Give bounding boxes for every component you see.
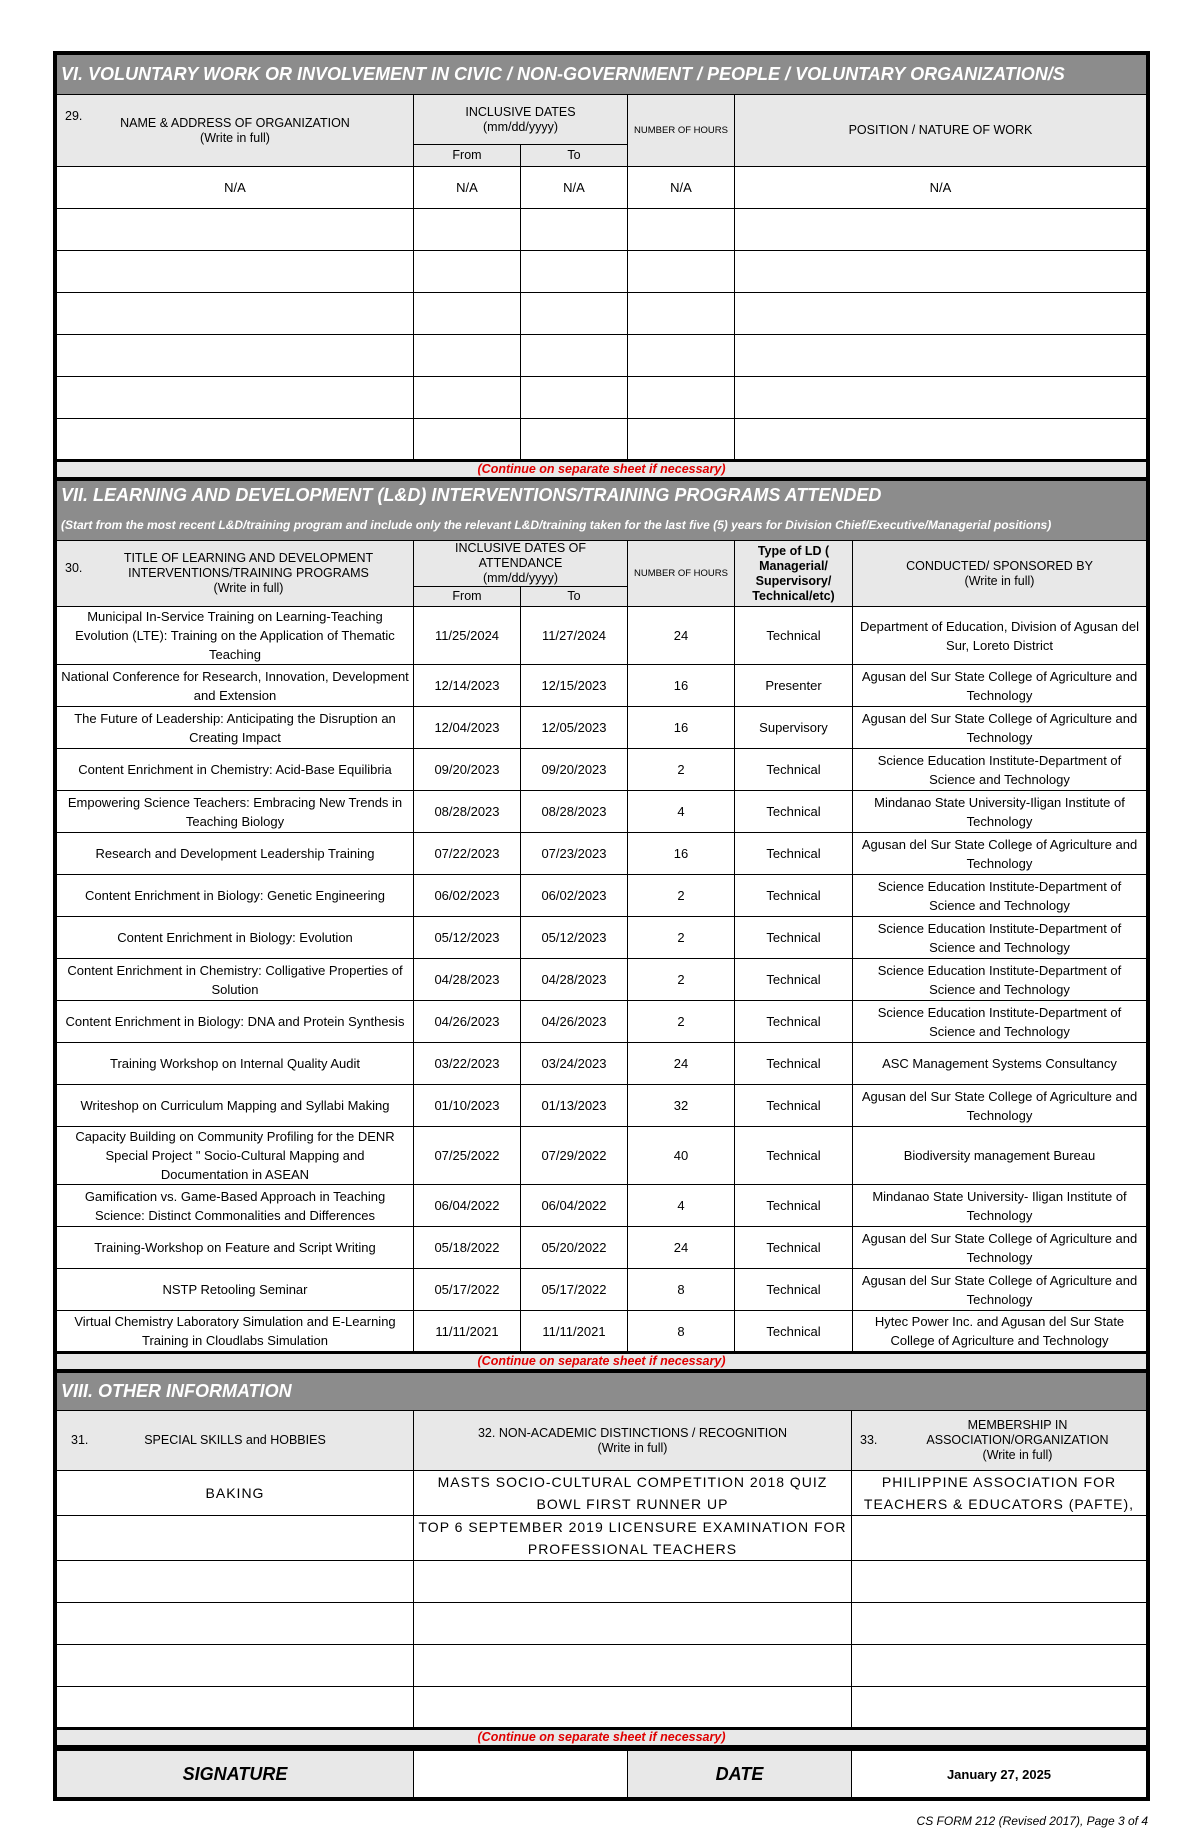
- conducted-by-cell[interactable]: Science Education Institute-Department of Science and Technology: [853, 917, 1147, 959]
- membership-cell[interactable]: [852, 1516, 1147, 1561]
- to-cell[interactable]: 01/13/2023: [521, 1085, 628, 1127]
- ld-type-cell[interactable]: Supervisory: [735, 707, 853, 749]
- ld-type-cell[interactable]: Technical: [735, 959, 853, 1001]
- ld-type-cell[interactable]: Technical: [735, 1001, 853, 1043]
- hours-cell[interactable]: 4: [628, 791, 735, 833]
- hours-cell[interactable]: [628, 251, 735, 293]
- table-row: [57, 707, 1147, 749]
- conducted-by-cell[interactable]: Agusan del Sur State College of Agriculture and Technology: [853, 1227, 1147, 1269]
- position-cell[interactable]: [735, 419, 1147, 461]
- from-cell[interactable]: 12/14/2023: [414, 665, 521, 707]
- ld-title-cell[interactable]: Training Workshop on Internal Quality Audit: [57, 1043, 414, 1085]
- hours-cell[interactable]: [628, 419, 735, 461]
- from-cell[interactable]: 09/20/2023: [414, 749, 521, 791]
- conducted-by-cell[interactable]: ASC Management Systems Consultancy: [853, 1043, 1147, 1085]
- to-cell[interactable]: 05/17/2022: [521, 1269, 628, 1311]
- table-row: [57, 167, 1147, 209]
- ld-title-cell[interactable]: Capacity Building on Community Profiling for the DENR Special Project " Socio-Cultural Mapping and Documentation in ASEAN: [57, 1127, 414, 1185]
- table-row: [57, 1561, 1147, 1603]
- table-row: [57, 419, 1147, 461]
- table-row: [57, 1127, 1147, 1185]
- to-cell[interactable]: 08/28/2023: [521, 791, 628, 833]
- conducted-by-cell[interactable]: Science Education Institute-Department of Science and Technology: [853, 959, 1147, 1001]
- conducted-by-cell[interactable]: Agusan del Sur State College of Agriculture and Technology: [853, 833, 1147, 875]
- ld-title-cell[interactable]: Research and Development Leadership Training: [57, 833, 414, 875]
- from-cell[interactable]: 08/28/2023: [414, 791, 521, 833]
- ld-type-cell[interactable]: Technical: [735, 1269, 853, 1311]
- table-row: [57, 1227, 1147, 1269]
- position-header: POSITION / NATURE OF WORK: [735, 95, 1147, 167]
- table-row: [57, 875, 1147, 917]
- hours-cell[interactable]: [628, 293, 735, 335]
- to-header: To: [521, 587, 628, 607]
- to-cell[interactable]: 12/05/2023: [521, 707, 628, 749]
- from-cell[interactable]: 05/12/2023: [414, 917, 521, 959]
- conducted-by-cell[interactable]: Agusan del Sur State College of Agriculture and Technology: [853, 1269, 1147, 1311]
- hours-cell[interactable]: 32: [628, 1085, 735, 1127]
- table-row: [57, 1043, 1147, 1085]
- skill-cell[interactable]: BAKING: [57, 1471, 414, 1516]
- ld-rows: [57, 607, 1147, 1353]
- table-row: [57, 1269, 1147, 1311]
- from-cell[interactable]: 03/22/2023: [414, 1043, 521, 1085]
- table-row: [57, 833, 1147, 875]
- from-cell[interactable]: [414, 251, 521, 293]
- date-label: DATE: [628, 1750, 852, 1798]
- other-information-table: [56, 1372, 1147, 1748]
- from-cell[interactable]: 07/22/2023: [414, 833, 521, 875]
- membership-cell[interactable]: [852, 1645, 1147, 1687]
- membership-cell[interactable]: [852, 1603, 1147, 1645]
- ld-title-cell[interactable]: Writeshop on Curriculum Mapping and Syllabi Making: [57, 1085, 414, 1127]
- ld-title-cell[interactable]: Content Enrichment in Biology: Evolution: [57, 917, 414, 959]
- to-cell[interactable]: [521, 251, 628, 293]
- to-cell[interactable]: [521, 209, 628, 251]
- table-row: [57, 377, 1147, 419]
- org-name-cell[interactable]: [57, 293, 414, 335]
- position-cell[interactable]: [735, 251, 1147, 293]
- skill-cell[interactable]: [57, 1603, 414, 1645]
- table-row: [57, 1516, 1147, 1561]
- from-cell[interactable]: [414, 293, 521, 335]
- continue-note: (Continue on separate sheet if necessary): [57, 461, 1147, 479]
- hours-cell[interactable]: 8: [628, 1269, 735, 1311]
- signature-label: SIGNATURE: [57, 1750, 414, 1798]
- section-6-title: VI. VOLUNTARY WORK OR INVOLVEMENT IN CIVIC / NON-GOVERNMENT / PEOPLE / VOLUNTARY ORGANIZATION/S: [57, 55, 1147, 95]
- table-row: [57, 1085, 1147, 1127]
- ld-title-cell[interactable]: The Future of Leadership: Anticipating the Disruption an Creating Impact: [57, 707, 414, 749]
- table-row: [57, 335, 1147, 377]
- skill-cell[interactable]: [57, 1645, 414, 1687]
- hours-cell[interactable]: 16: [628, 833, 735, 875]
- position-cell[interactable]: [735, 377, 1147, 419]
- to-cell[interactable]: N/A: [521, 167, 628, 209]
- from-cell[interactable]: 05/18/2022: [414, 1227, 521, 1269]
- hours-cell[interactable]: 2: [628, 1001, 735, 1043]
- org-name-cell[interactable]: [57, 335, 414, 377]
- to-cell[interactable]: 04/26/2023: [521, 1001, 628, 1043]
- from-cell[interactable]: 06/02/2023: [414, 875, 521, 917]
- distinctions-header: 32. NON-ACADEMIC DISTINCTIONS / RECOGNITION (Write in full): [414, 1411, 852, 1471]
- membership-cell[interactable]: [852, 1561, 1147, 1603]
- membership-header: 33. MEMBERSHIP IN ASSOCIATION/ORGANIZATION (Write in full): [852, 1411, 1147, 1471]
- org-name-cell[interactable]: [57, 377, 414, 419]
- table-row: [57, 917, 1147, 959]
- ld-type-cell[interactable]: Technical: [735, 1227, 853, 1269]
- date-field[interactable]: January 27, 2025: [852, 1750, 1147, 1798]
- table-row: [57, 1603, 1147, 1645]
- hours-cell[interactable]: 24: [628, 1227, 735, 1269]
- hours-cell[interactable]: 24: [628, 1043, 735, 1085]
- conducted-by-cell[interactable]: Agusan del Sur State College of Agriculture and Technology: [853, 1085, 1147, 1127]
- conducted-by-cell[interactable]: Science Education Institute-Department of Science and Technology: [853, 875, 1147, 917]
- conducted-by-cell[interactable]: Mindanao State University- Iligan Institute of Technology: [853, 1185, 1147, 1227]
- table-row: [57, 1001, 1147, 1043]
- learning-development-table: [56, 480, 1147, 1372]
- conducted-by-cell[interactable]: Science Education Institute-Department of Science and Technology: [853, 1001, 1147, 1043]
- table-row: [57, 607, 1147, 665]
- attendance-dates-header: INCLUSIVE DATES OF ATTENDANCE (mm/dd/yyyy): [414, 541, 628, 587]
- from-cell[interactable]: 06/04/2022: [414, 1185, 521, 1227]
- conducted-by-cell[interactable]: Science Education Institute-Department of Science and Technology: [853, 749, 1147, 791]
- distinction-cell[interactable]: [414, 1603, 852, 1645]
- section-8-title: VIII. OTHER INFORMATION: [57, 1373, 1147, 1411]
- ld-type-cell[interactable]: Technical: [735, 875, 853, 917]
- ld-title-cell[interactable]: Training-Workshop on Feature and Script Writing: [57, 1227, 414, 1269]
- to-cell[interactable]: 05/12/2023: [521, 917, 628, 959]
- form-footer: CS FORM 212 (Revised 2017), Page 3 of 4: [916, 1814, 1148, 1828]
- to-cell[interactable]: 06/02/2023: [521, 875, 628, 917]
- item-number: 31.: [71, 1433, 89, 1447]
- ld-type-cell[interactable]: Technical: [735, 1043, 853, 1085]
- from-header: From: [414, 145, 521, 167]
- hours-cell[interactable]: [628, 209, 735, 251]
- continue-note: (Continue on separate sheet if necessary): [57, 1729, 1147, 1747]
- hours-cell[interactable]: 2: [628, 959, 735, 1001]
- item-number: 29.: [65, 109, 83, 123]
- to-cell[interactable]: [521, 293, 628, 335]
- ld-title-cell[interactable]: Content Enrichment in Chemistry: Acid-Base Equilibria: [57, 749, 414, 791]
- membership-cell[interactable]: [852, 1687, 1147, 1729]
- table-row: [57, 1311, 1147, 1353]
- hours-cell[interactable]: 2: [628, 917, 735, 959]
- ld-type-cell[interactable]: Presenter: [735, 665, 853, 707]
- ld-type-cell[interactable]: Technical: [735, 917, 853, 959]
- to-cell[interactable]: [521, 419, 628, 461]
- ld-type-cell[interactable]: Technical: [735, 1185, 853, 1227]
- table-row: [57, 959, 1147, 1001]
- conducted-by-cell[interactable]: Agusan del Sur State College of Agriculture and Technology: [853, 707, 1147, 749]
- table-row: [57, 791, 1147, 833]
- conducted-by-cell[interactable]: Mindanao State University-Iligan Institute of Technology: [853, 791, 1147, 833]
- table-row: [57, 251, 1147, 293]
- distinction-cell[interactable]: MASTS SOCIO-CULTURAL COMPETITION 2018 QUIZ BOWL FIRST RUNNER UP: [414, 1471, 852, 1516]
- skill-cell[interactable]: [57, 1687, 414, 1729]
- conducted-by-cell[interactable]: Department of Education, Division of Agusan del Sur, Loreto District: [853, 607, 1147, 665]
- hours-header: NUMBER OF HOURS: [628, 95, 735, 167]
- conducted-by-cell[interactable]: Hytec Power Inc. and Agusan del Sur State College of Agriculture and Technology: [853, 1311, 1147, 1353]
- section-7-subtitle: (Start from the most recent L&D/training program and include only the relevant L&D/training taken for the last five (5) years for Division Chief/Executive/Managerial positions): [57, 511, 1147, 541]
- ld-type-cell[interactable]: Technical: [735, 833, 853, 875]
- from-cell[interactable]: 07/25/2022: [414, 1127, 521, 1185]
- to-cell[interactable]: 11/27/2024: [521, 607, 628, 665]
- to-cell[interactable]: [521, 377, 628, 419]
- ld-type-cell[interactable]: Technical: [735, 1311, 853, 1353]
- from-cell[interactable]: 01/10/2023: [414, 1085, 521, 1127]
- ld-title-cell[interactable]: Empowering Science Teachers: Embracing New Trends in Teaching Biology: [57, 791, 414, 833]
- from-header: From: [414, 587, 521, 607]
- to-cell[interactable]: 12/15/2023: [521, 665, 628, 707]
- membership-cell[interactable]: PHILIPPINE ASSOCIATION FOR TEACHERS & EDUCATORS (PAFTE),: [852, 1471, 1147, 1516]
- ld-title-header: 30. TITLE OF LEARNING AND DEVELOPMENT INTERVENTIONS/TRAINING PROGRAMS (Write in full): [57, 541, 414, 607]
- ld-title-cell[interactable]: Content Enrichment in Biology: Genetic Engineering: [57, 875, 414, 917]
- table-row: [57, 1185, 1147, 1227]
- org-name-cell[interactable]: [57, 209, 414, 251]
- hours-cell[interactable]: 8: [628, 1311, 735, 1353]
- from-cell[interactable]: 11/11/2021: [414, 1311, 521, 1353]
- ld-type-cell[interactable]: Technical: [735, 607, 853, 665]
- table-row: [57, 1645, 1147, 1687]
- ld-title-cell[interactable]: Municipal In-Service Training on Learning-Teaching Evolution (LTE): Training on the Application of Thematic Teaching: [57, 607, 414, 665]
- ld-type-header: Type of LD ( Managerial/ Supervisory/ Technical/etc): [735, 541, 853, 607]
- table-row: [57, 1687, 1147, 1729]
- from-cell[interactable]: N/A: [414, 167, 521, 209]
- ld-title-cell[interactable]: Virtual Chemistry Laboratory Simulation and E-Learning Training in Cloudlabs Simulation: [57, 1311, 414, 1353]
- to-cell[interactable]: 09/20/2023: [521, 749, 628, 791]
- from-cell[interactable]: [414, 209, 521, 251]
- position-cell[interactable]: [735, 209, 1147, 251]
- table-row: [57, 293, 1147, 335]
- section-7-title: VII. LEARNING AND DEVELOPMENT (L&D) INTERVENTIONS/TRAINING PROGRAMS ATTENDED: [57, 481, 1147, 511]
- signature-field[interactable]: [414, 1750, 628, 1798]
- from-cell[interactable]: [414, 419, 521, 461]
- ld-title-cell[interactable]: National Conference for Research, Innovation, Development and Extension: [57, 665, 414, 707]
- position-cell[interactable]: [735, 293, 1147, 335]
- distinction-cell[interactable]: TOP 6 SEPTEMBER 2019 LICENSURE EXAMINATION FOR PROFESSIONAL TEACHERS: [414, 1516, 852, 1561]
- hours-cell[interactable]: 16: [628, 707, 735, 749]
- hours-cell[interactable]: 16: [628, 665, 735, 707]
- from-cell[interactable]: 04/28/2023: [414, 959, 521, 1001]
- to-cell[interactable]: 03/24/2023: [521, 1043, 628, 1085]
- to-header: To: [521, 145, 628, 167]
- hours-cell[interactable]: 24: [628, 607, 735, 665]
- from-cell[interactable]: 12/04/2023: [414, 707, 521, 749]
- pds-page-3: [53, 51, 1150, 1801]
- ld-type-cell[interactable]: Technical: [735, 1127, 853, 1185]
- table-row: [57, 665, 1147, 707]
- continue-note: (Continue on separate sheet if necessary): [57, 1353, 1147, 1371]
- to-cell[interactable]: 06/04/2022: [521, 1185, 628, 1227]
- skill-cell[interactable]: [57, 1516, 414, 1561]
- hours-cell[interactable]: 40: [628, 1127, 735, 1185]
- signature-table: [56, 1748, 1147, 1798]
- distinction-cell[interactable]: [414, 1561, 852, 1603]
- from-cell[interactable]: [414, 335, 521, 377]
- table-row: [57, 749, 1147, 791]
- org-name-cell[interactable]: [57, 419, 414, 461]
- to-cell[interactable]: 07/23/2023: [521, 833, 628, 875]
- to-cell[interactable]: [521, 335, 628, 377]
- from-cell[interactable]: 04/26/2023: [414, 1001, 521, 1043]
- ld-type-cell[interactable]: Technical: [735, 1085, 853, 1127]
- position-cell[interactable]: [735, 335, 1147, 377]
- conducted-by-header: CONDUCTED/ SPONSORED BY (Write in full): [853, 541, 1147, 607]
- org-name-cell[interactable]: [57, 251, 414, 293]
- ld-title-cell[interactable]: NSTP Retooling Seminar: [57, 1269, 414, 1311]
- voluntary-work-table: [56, 54, 1147, 480]
- conducted-by-cell[interactable]: Biodiversity management Bureau: [853, 1127, 1147, 1185]
- ld-title-cell[interactable]: Gamification vs. Game-Based Approach in Teaching Science: Distinct Commonalities and Differences: [57, 1185, 414, 1227]
- skills-header: 31. SPECIAL SKILLS and HOBBIES: [57, 1411, 414, 1471]
- hours-header: NUMBER OF HOURS: [628, 541, 735, 607]
- hours-cell[interactable]: 2: [628, 749, 735, 791]
- from-cell[interactable]: [414, 377, 521, 419]
- to-cell[interactable]: 05/20/2022: [521, 1227, 628, 1269]
- table-row: [57, 209, 1147, 251]
- inclusive-dates-header: INCLUSIVE DATES (mm/dd/yyyy): [414, 95, 628, 145]
- hours-cell[interactable]: N/A: [628, 167, 735, 209]
- to-cell[interactable]: 07/29/2022: [521, 1127, 628, 1185]
- hours-cell[interactable]: 2: [628, 875, 735, 917]
- ld-type-cell[interactable]: Technical: [735, 791, 853, 833]
- position-cell[interactable]: N/A: [735, 167, 1147, 209]
- org-name-cell[interactable]: N/A: [57, 167, 414, 209]
- distinction-cell[interactable]: [414, 1645, 852, 1687]
- item-number: 33.: [860, 1433, 878, 1447]
- ld-title-cell[interactable]: Content Enrichment in Biology: DNA and Protein Synthesis: [57, 1001, 414, 1043]
- conducted-by-cell[interactable]: Agusan del Sur State College of Agriculture and Technology: [853, 665, 1147, 707]
- ld-type-cell[interactable]: Technical: [735, 749, 853, 791]
- table-row: [57, 1471, 1147, 1516]
- to-cell[interactable]: 04/28/2023: [521, 959, 628, 1001]
- org-name-header: 29. NAME & ADDRESS OF ORGANIZATION (Write in full): [57, 95, 414, 167]
- item-number: 30.: [65, 561, 83, 575]
- ld-title-cell[interactable]: Content Enrichment in Chemistry: Colligative Properties of Solution: [57, 959, 414, 1001]
- distinction-cell[interactable]: [414, 1687, 852, 1729]
- from-cell[interactable]: 11/25/2024: [414, 607, 521, 665]
- from-cell[interactable]: 05/17/2022: [414, 1269, 521, 1311]
- hours-cell[interactable]: [628, 335, 735, 377]
- skill-cell[interactable]: [57, 1561, 414, 1603]
- to-cell[interactable]: 11/11/2021: [521, 1311, 628, 1353]
- hours-cell[interactable]: 4: [628, 1185, 735, 1227]
- hours-cell[interactable]: [628, 377, 735, 419]
